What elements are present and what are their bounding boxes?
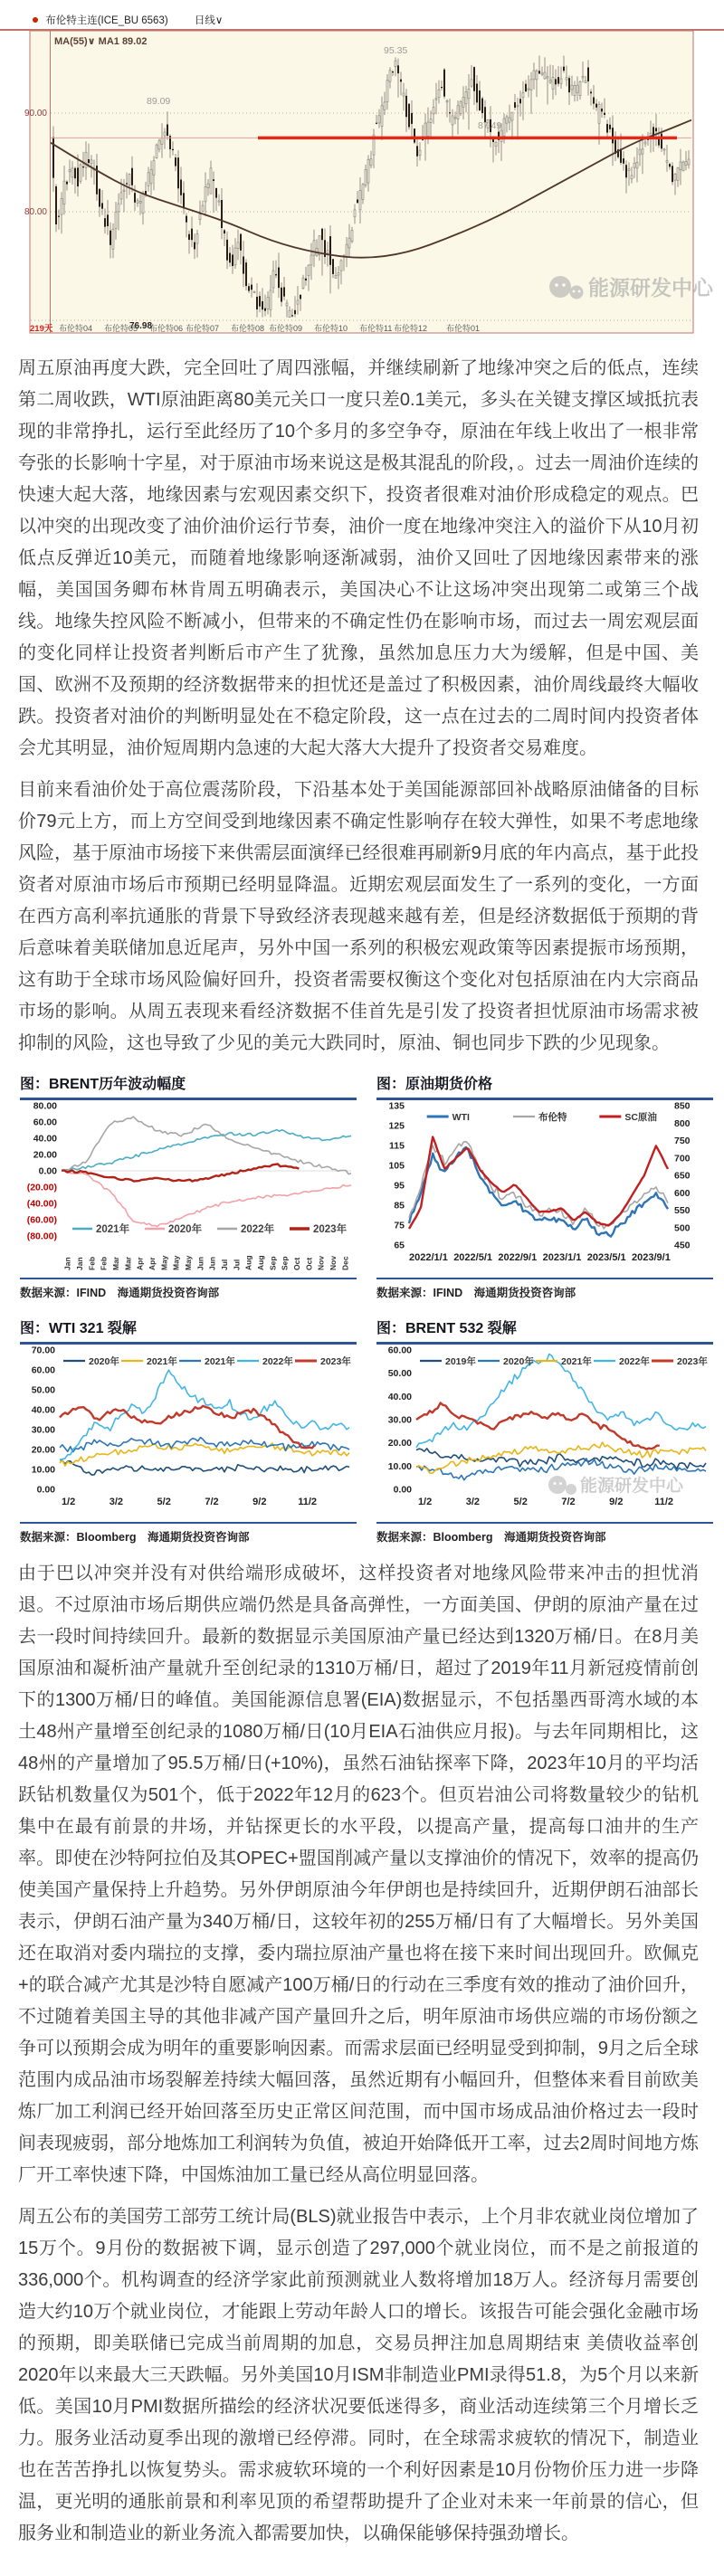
svg-text:850: 850 [674,1100,691,1112]
svg-text:2023/9/1: 2023/9/1 [632,1252,671,1263]
svg-text:550: 550 [674,1205,691,1216]
paragraph-macro-jobs: 周五公布的美国劳工部劳工统计局(BLS)就业报告中表示，上个月非农就业岗位增加了15万个。9月份的数据被下调，显示创造了297,000个就业岗位，而不是之前报道的336,000个。机构调查的经济学家此前预测就业人数将增加18万人。经济每月需要创造大约10万个就业岗位，才能跟上劳动年龄人口的增长。该报告可能会强化金融市场的预期，即美联储已完成当前周期的加息，交易员押注加息周期结束 美债收益率创2020年以来最大三天跌幅。另外美国10月ISM非制造业PMI录得51.8，为5个月以来新低。美国10月PMI数据所描绘的经济状况要低迷得多，商业活动连续第三个月增长乏力。服务业活动夏季出现的激增已经停滞。同时，在全球需求疲软的情况下，制造业也在苦苦挣扎以恢复势头。需求疲软环境的一个利好因素是10月份物价压力进一步降温，更光明的通胀前景和利率见顶的希望帮助提升了企业对未来一年前景的信心，但服务业和制造业的新业务流入都需要加快，以确保能够保持强劲增长。 [18,2207,699,2543]
svg-text:135: 135 [388,1100,405,1112]
svg-text:Dec: Dec [340,1256,350,1270]
svg-text:Jan: Jan [75,1257,84,1270]
svg-text:Feb: Feb [87,1256,97,1270]
svg-text:20.00: 20.00 [33,1149,57,1161]
svg-text:Nov: Nov [329,1255,338,1270]
candlestick-chart [0,31,724,349]
svg-text:Sep: Sep [268,1256,278,1270]
figure-brent-volatility [20,1069,357,1303]
svg-text:布伦特04: 布伦特04 [59,324,93,333]
svg-text:2022年: 2022年 [241,1224,275,1235]
svg-text:11/2: 11/2 [654,1497,674,1507]
svg-text:2021年: 2021年 [205,1356,235,1367]
svg-text:(40.00): (40.00) [26,1198,57,1210]
figure-wti-321-crack [20,1314,357,1547]
svg-text:2022/5/1: 2022/5/1 [453,1252,493,1263]
svg-text:3/2: 3/2 [465,1497,481,1507]
svg-text:Oct: Oct [304,1257,314,1270]
svg-text:Apr: Apr [148,1257,157,1270]
kline-toolbar [0,14,724,31]
svg-text:85: 85 [394,1200,405,1212]
svg-text:40.00: 40.00 [387,1391,412,1402]
instrument-name: 布伦特主连(ICE_BU 6563) [45,15,168,26]
svg-text:105: 105 [388,1160,405,1172]
svg-text:90.00: 90.00 [24,109,47,119]
svg-text:2023年: 2023年 [313,1224,348,1235]
brent-volatility-chart [20,1100,357,1278]
svg-text:Sep: Sep [280,1256,290,1270]
svg-text:65: 65 [394,1240,405,1251]
svg-text:布伦特12: 布伦特12 [394,324,428,333]
svg-text:Oct: Oct [292,1257,301,1270]
svg-text:30.00: 30.00 [387,1414,412,1426]
crude-prices-chart [376,1100,713,1278]
svg-text:2022年: 2022年 [619,1356,650,1367]
svg-text:2019年: 2019年 [445,1356,476,1367]
svg-text:125: 125 [388,1120,405,1132]
svg-text:450: 450 [674,1240,691,1251]
svg-text:2023/5/1: 2023/5/1 [586,1252,626,1263]
figure-title: 图：BRENT 532 裂解 [376,1314,713,1345]
svg-text:2021年: 2021年 [561,1356,592,1367]
svg-text:WTI: WTI [452,1112,470,1123]
svg-text:95.35: 95.35 [384,45,408,56]
svg-text:Jun: Jun [207,1256,217,1270]
svg-text:2022年: 2022年 [262,1356,293,1367]
svg-text:(20.00): (20.00) [26,1182,57,1193]
svg-text:20.00: 20.00 [31,1444,55,1456]
svg-text:7/2: 7/2 [205,1497,219,1507]
figure-row-2 [20,1314,708,1547]
data-source-label: 数据来源：Bloomberg 海通期货投资咨询部 [376,1522,713,1547]
svg-text:0.00: 0.00 [36,1484,55,1496]
svg-text:80.00: 80.00 [33,1100,57,1112]
svg-text:能源研发中心: 能源研发中心 [588,276,713,299]
svg-text:40.00: 40.00 [31,1404,55,1416]
svg-text:50.00: 50.00 [31,1384,55,1396]
svg-text:30.00: 30.00 [31,1424,55,1436]
svg-text:0.00: 0.00 [393,1484,412,1496]
svg-text:1/2: 1/2 [61,1497,76,1507]
svg-text:87.49: 87.49 [478,120,502,131]
svg-text:Jul: Jul [220,1259,229,1270]
svg-text:SC原油: SC原油 [624,1112,657,1123]
svg-text:(60.00): (60.00) [26,1214,57,1226]
svg-text:(80.00): (80.00) [26,1231,57,1242]
svg-text:Jun: Jun [195,1256,205,1270]
svg-text:2020年: 2020年 [89,1356,119,1367]
svg-text:布伦特07: 布伦特07 [186,324,220,333]
svg-text:2020年: 2020年 [503,1356,534,1367]
paragraph-supply: 由于巴以冲突并没有对供给端形成破坏，这样投资者对地缘风险带来冲击的担忧消退。不过原油市场后期供应端仍然是具备高弹性，一方面美国、伊朗的原油产量在过去一段时间持续回升。最新的数据显示美国原油产量已经达到1320万桶/日。在8月美国原油和凝析油产量就升至创纪录的1310万桶/日，超过了2019年11月新冠疫情前创下的1300万桶/日的峰值。美国能源信息署(EIA)数据显示，不包括墨西哥湾水域的本土48州产量增至创纪录的1080万桶/日(10月EIA石油供应月报)。与去年同期相比，这48州的产量增加了95.5万桶/日(+10%)，虽然石油钻探率下降，2023年10月的平均活跃钻机数量仅为501个，低于2022年12月的623个。但页岩油公司将数量较少的钻机集中在最有前景的井场，并钻探更长的水平段，以提高产量，提高每口油井的生产率。即使在沙特阿拉伯及其OPEC+盟国削减产量以支撑油价的情况下，效率的提高仍使美国产量保持上升趋势。另外伊朗原油今年伊朗也是持续回升，近期伊朗石油部长表示，伊朗石油产量为340万桶/日，这较年初的255万桶/日有了大幅增长。另外美国还在取消对委内瑞拉的支撑，委内瑞拉原油产量也将在接下来时间出现回升。欧佩克+的联合减产尤其是沙特自愿减产100万桶/日的行动在三季度有效的推动了油价回升，不过随着美国主导的其他非减产国产量回升之后，明年原油市场供应端的市场份额之争可以预期会成为明年的重要影响因素。而需求层面已经明显受到抑制，9月之后全球范围内成品油市场裂解差持续大幅回落，虽然近期有小幅回升，但整体来看目前欧美炼厂加工利润已经开始回落至历史正常区间范围，而中国市场成品油价格过去一段时间表现疲弱，部分地炼加工利润转为负值，被迫开始降低开工率，过去2周时间地方炼厂开工率快速下降，中国炼油加工量已经从高位明显回落。 [18,1564,699,2185]
svg-text:布伦特06: 布伦特06 [149,324,184,333]
svg-text:75: 75 [394,1220,405,1231]
svg-text:60.00: 60.00 [33,1117,57,1128]
svg-text:650: 650 [674,1170,691,1182]
figure-brent-532-crack [376,1314,713,1547]
period-dropdown[interactable]: 日线∨ [194,15,224,26]
data-source-label: 数据来源：Bloomberg 海通期货投资咨询部 [20,1522,357,1547]
brent-532-crack-chart [376,1345,713,1522]
svg-text:2023年: 2023年 [677,1356,708,1367]
figure-title: 图：BRENT历年波动幅度 [20,1069,357,1100]
svg-text:10.00: 10.00 [387,1460,412,1472]
article-body [0,349,724,2576]
paragraph-weekly-review: 周五原油再度大跌，完全回吐了周四涨幅，并继续刷新了地缘冲突之后的低点，连续第二周收跌，WTI原油距离80美元关口一度只差0.1美元，多头在关键支撑区域抵抗表现的非常挣扎，运行至此经历了10个多月的多空争夺，原油在年线上收出了一根非常夸张的长影响十字星，对于原油市场来说这是极其混乱的阶段，。过去一周油价连续的快速大起大落，地缘因素与宏观因素交织下，投资者很难对油价形成稳定的观点。巴以冲突的出现改变了油价油价运行节奏，油价一度在地缘冲突注入的溢价下从10月初低点反弹近10美元，而随着地缘影响逐渐减弱，油价又回吐了因地缘因素带来的涨幅，美国国务卿布林肯周五明确表示，美国决心不让这场冲突出现第二或第三个战线。地缘失控风险不断减小，但带来的不确定性仍在影响市场，而过去一周宏观层面的变化同样让投资者判断后市产生了犹豫，虽然加息压力大为缓解，但是中国、美国、欧洲不及预期的经济数据带来的担忧还是盖过了积极因素，油价周线最终大幅收跌。投资者对油价的判断明显处在不稳定阶段，这一点在过去的二周时间内投资者体会尤其明显，油价短周期内急速的大起大落大大提升了投资者交易难度。 [18,358,699,758]
paragraph-outlook: 目前来看油价处于高位震荡阶段，下沿基本处于美国能源部回补战略原油储备的目标价79元上方，而上方空间受到地缘因素不确定性影响存在较大弹性，如果不考虑地缘风险，基于原油市场接下来供需层面演绎已经很难再刷新9月底的年内高点，基于此投资者对原油市场后市预期已经明显降温。近期宏观层面发生了一系列的变化，一方面在西方高利率抗通胀的背景下导致经济表现越来越有差，但是经济数据低于预期的背后意味着美联储加息近尾声，另外中国一系列的积极宏观政策等因素提振市场预期，这有助于全球市场风险偏好回升，投资者需要权衡这个变化对包括原油在内大宗商品市场的影响。从周五表现来看经济数据不佳首先是引发了投资者担忧原油市场需求被抑制的风险，这也导致了少见的美元大跌同时，原油、铜也同步下跌的少见现象。 [18,780,699,1053]
svg-text:Jan: Jan [62,1257,72,1270]
svg-text:10.00: 10.00 [31,1464,55,1476]
svg-text:40.00: 40.00 [33,1133,57,1145]
svg-text:60.00: 60.00 [387,1345,412,1356]
svg-text:布伦特01: 布伦特01 [446,324,481,333]
svg-text:Feb: Feb [99,1256,109,1270]
data-source-label: 数据来源：IFIND 海通期货投资咨询部 [376,1278,713,1303]
svg-text:布伦特: 布伦特 [538,1112,567,1123]
svg-text:1/2: 1/2 [417,1497,433,1507]
svg-text:Jul: Jul [232,1259,242,1270]
svg-text:600: 600 [674,1187,691,1199]
figure-title: 图：WTI 321 裂解 [20,1314,357,1345]
kline-panel [0,14,724,349]
svg-text:70.00: 70.00 [31,1345,55,1356]
svg-text:9/2: 9/2 [609,1497,624,1507]
svg-text:50.00: 50.00 [387,1368,412,1380]
svg-text:Mar: Mar [123,1256,133,1270]
svg-text:800: 800 [674,1117,691,1129]
svg-text:Aug: Aug [256,1255,265,1270]
svg-text:9/2: 9/2 [252,1497,267,1507]
svg-text:2021年: 2021年 [96,1224,130,1235]
svg-text:布伦特08: 布伦特08 [231,324,265,333]
svg-text:布伦特05: 布伦特05 [104,324,138,333]
figure-crude-prices [376,1069,713,1303]
svg-text:Apr: Apr [135,1257,145,1270]
svg-text:2022/1/1: 2022/1/1 [409,1252,448,1263]
svg-text:2021年: 2021年 [147,1356,177,1367]
svg-text:115: 115 [389,1140,405,1152]
data-source-label: 数据来源：IFIND 海通期货投资咨询部 [20,1278,357,1303]
svg-text:May: May [171,1255,181,1270]
svg-text:2023年: 2023年 [320,1356,351,1367]
svg-text:95: 95 [394,1180,405,1192]
svg-text:2023/1/1: 2023/1/1 [542,1252,582,1263]
svg-text:Aug: Aug [243,1255,253,1270]
svg-text:80.00: 80.00 [24,207,47,217]
svg-text:11/2: 11/2 [298,1497,318,1507]
svg-text:750: 750 [674,1136,691,1146]
svg-text:0.00: 0.00 [38,1165,57,1177]
svg-text:布伦特09: 布伦特09 [269,324,303,333]
svg-text:89.09: 89.09 [147,96,171,107]
figure-row-1 [20,1069,699,1303]
svg-text:60.00: 60.00 [31,1364,55,1376]
svg-text:2020年: 2020年 [168,1224,203,1235]
svg-text:219天: 219天 [30,324,53,334]
svg-text:700: 700 [674,1153,691,1164]
wti-321-crack-chart [20,1345,357,1522]
svg-text:2022/9/1: 2022/9/1 [498,1252,538,1263]
svg-text:May: May [184,1255,193,1270]
svg-text:76.98: 76.98 [129,321,153,331]
svg-text:500: 500 [674,1222,691,1234]
svg-text:3/2: 3/2 [109,1497,124,1507]
instrument-dot-icon [33,17,38,23]
svg-text:能源研发中心: 能源研发中心 [580,1477,684,1496]
svg-text:布伦特10: 布伦特10 [314,324,348,333]
figure-title: 图：原油期货价格 [376,1069,713,1100]
svg-text:May: May [159,1255,169,1270]
ma-indicator-dropdown[interactable]: MA(55)∨ MA1 89.02 [54,36,148,47]
svg-text:7/2: 7/2 [561,1497,576,1507]
svg-text:Nov: Nov [316,1255,326,1270]
svg-text:20.00: 20.00 [387,1438,412,1450]
svg-text:Mar: Mar [111,1256,120,1270]
svg-text:布伦特11: 布伦特11 [359,324,393,333]
svg-text:5/2: 5/2 [157,1497,171,1507]
svg-text:5/2: 5/2 [513,1497,528,1507]
